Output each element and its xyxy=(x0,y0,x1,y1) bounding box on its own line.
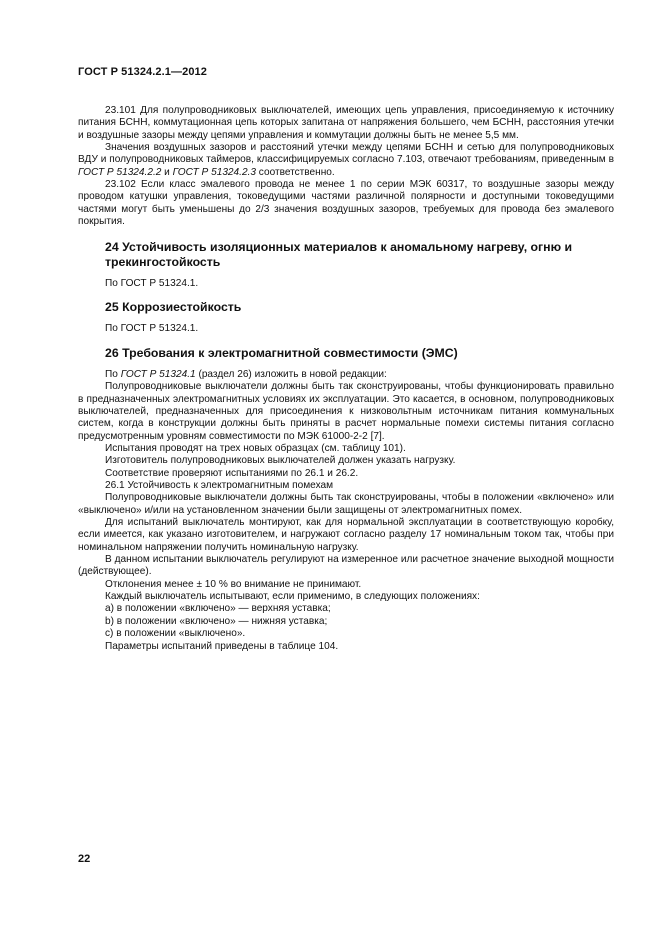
section-26-paragraph-3: Изготовитель полупроводниковых выключателей должен указать нагрузку. xyxy=(105,455,456,467)
section-26-paragraph-1: Полупроводниковые выключатели должны быть так сконструированы, чтобы функционировать правильно в предназначенных электромагнитных условиях их эксплуатации. Это касается, в основном, полупроводниковых выключателей, предназначенных для присоединения к низковольтным источникам питания коммунальных систем, когда в конструкции должны быть приняты в расчет нормальные помехи системы питания согласно предусмотренным уровням совместимости по МЭК 61000-2-2 [7]. xyxy=(78,381,614,442)
document-header: ГОСТ Р 51324.2.1—2012 xyxy=(78,66,207,78)
reference-gost-51324-2-2: ГОСТ Р 51324.2.2 xyxy=(78,166,162,178)
paragraph-23-101: 23.101 Для полупроводниковых выключателей, имеющих цепь управления, присоединяемую к источнику питания БСНН, коммутационная цепь которых запитана от напряжения большего, чем БСНН, расстояния утечки и воздушные зазоры между цепями управления и коммутации должны быть не менее 5,5 мм. xyxy=(78,105,614,141)
section-26-paragraph-4: Соответствие проверяют испытаниями по 26.1 и 26.2. xyxy=(105,467,359,479)
section-heading-26: 26 Требования к электромагнитной совместимости (ЭМС) xyxy=(105,345,458,360)
section-26-paragraph-10: Каждый выключатель испытывают, если применимо, в следующих положениях: xyxy=(105,591,480,603)
list-item-b: b) в положении «включено» — нижняя уставка; xyxy=(105,615,328,627)
paragraph-23-102: 23.102 Если класс эмалевого провода не менее 1 по серии МЭК 60317, то воздушные зазоры между проводом катушки управления, токоведущими частями различной полярности и доступными токоведущими частями могут быть уменьшены до 2/3 значения воздушных зазоров, требуемых для провода без эмалевого покрытия. xyxy=(78,179,614,228)
reference-gost-51324-2-3: ГОСТ Р 51324.2.3 xyxy=(172,166,256,178)
section-26-paragraph-8: В данном испытании выключатель регулируют на измеренное или расчетное значение выходной мощности (действующее). xyxy=(78,554,614,578)
section-26-intro: По ГОСТ Р 51324.1 (раздел 26) изложить в новой редакции: xyxy=(105,368,387,380)
reference-gost-51324-1: ГОСТ Р 51324.1 xyxy=(120,368,196,380)
section-26-paragraph-9: Отклонения менее ± 10 % во внимание не принимают. xyxy=(105,578,362,590)
section-26-paragraph-6: Полупроводниковые выключатели должны быть так сконструированы, чтобы в положении «включено» или «выключено» и/или на установленном значении были защищены от электромагнитных помех. xyxy=(78,492,614,516)
section-26-paragraph-2: Испытания проводят на трех новых образцах (см. таблицу 101). xyxy=(105,443,406,454)
list-item-a: а) в положении «включено» — верхняя уставка; xyxy=(105,603,331,615)
section-26-paragraph-7: Для испытаний выключатель монтируют, как для нормальной эксплуатации в соответствующую коробку, если имеется, как указано изготовителем, и нагружают согласно разделу 17 номинальным током так, чтобы при номинальном напряжении получить номинальную нагрузку. xyxy=(78,517,614,553)
section-heading-24: 24 Устойчивость изоляционных материалов к аномальному нагреву, огню и трекингостойкость xyxy=(105,240,573,269)
list-item-c: с) в положении «выключено». xyxy=(105,628,246,640)
section-heading-25: 25 Коррозиестойкость xyxy=(105,300,242,315)
page-number: 22 xyxy=(78,853,91,865)
paragraph-23-101-clearances: Значения воздушных зазоров и расстояний утечки между цепями БСНН и сетью для полупроводниковых ВДУ и полупроводниковых таймеров, классифицируемых согласно 7.103, отвечают требованиям, приведенным в ГОСТ Р 51324.2.2 и ГОСТ Р 51324.2.3 соответственно. xyxy=(78,142,614,178)
section-26-paragraph-11: Параметры испытаний приведены в таблице 104. xyxy=(105,640,339,652)
section-25-body: По ГОСТ Р 51324.1. xyxy=(105,323,199,335)
subsection-heading-26-1: 26.1 Устойчивость к электромагнитным помехам xyxy=(105,480,334,492)
section-24-body: По ГОСТ Р 51324.1. xyxy=(105,277,199,289)
document-body xyxy=(78,105,614,653)
